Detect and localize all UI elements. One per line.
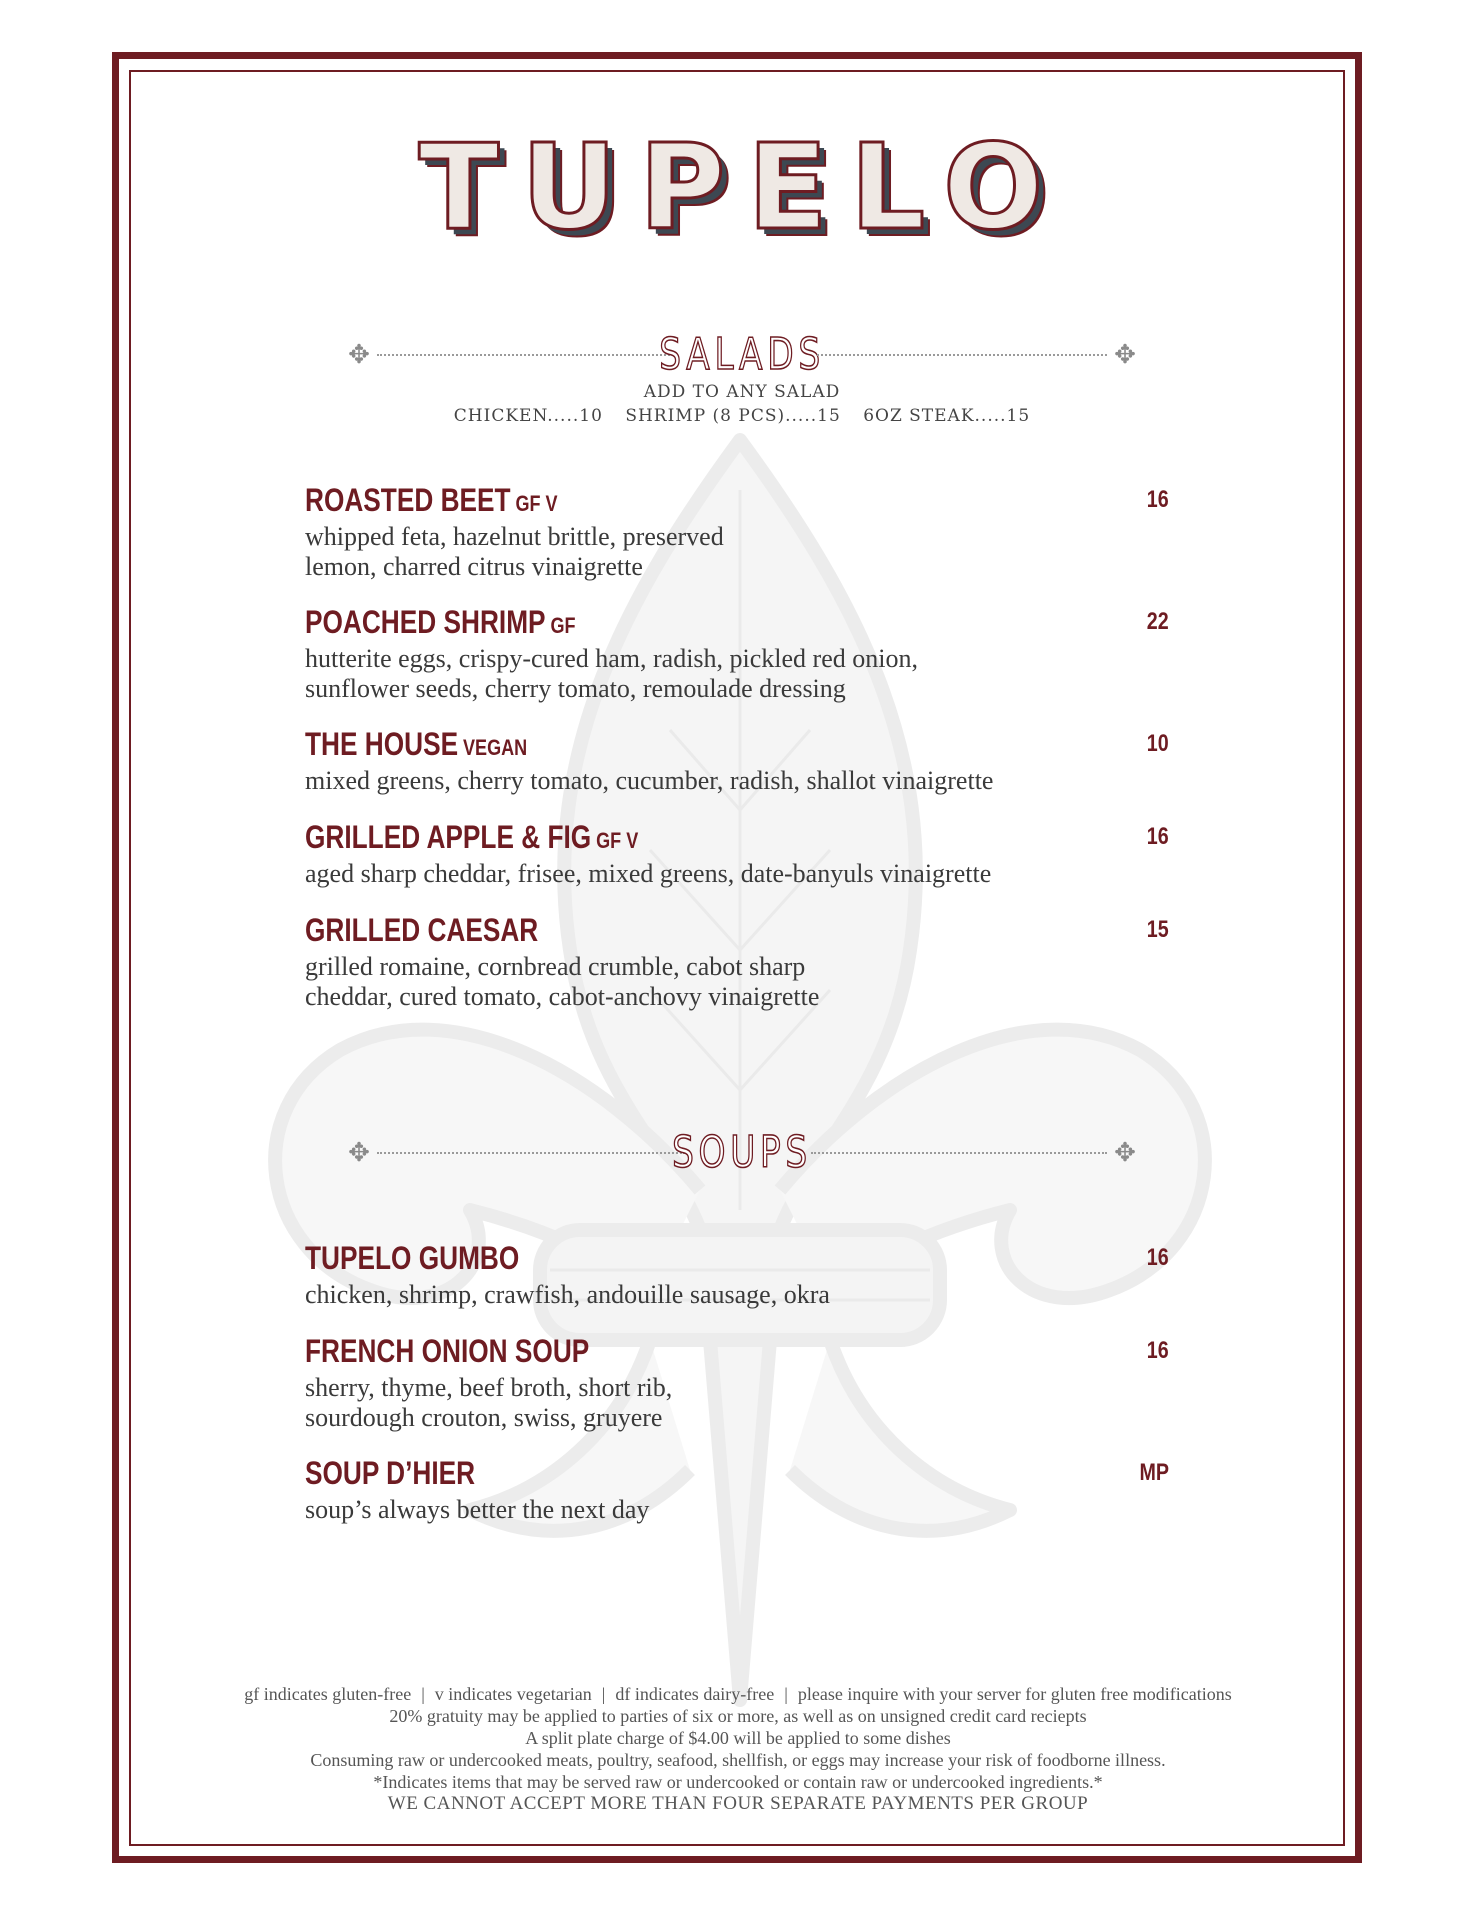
item-price: 22 [1147,608,1169,635]
menu-item [305,604,1175,704]
legend-gf: gf indicates gluten-free [244,1684,412,1704]
section-title-soups: SOUPS [672,1127,812,1178]
item-description: grilled romaine, cornbread crumble, cabot sharp cheddar, cured tomato, cabot-anchovy vinaigrette [305,952,820,1011]
item-description: soup’s always better the next day [305,1495,650,1524]
raw-items-note: *Indicates items that may be served raw or undercooked or contain raw or undercooked ingredients.* [373,1772,1103,1792]
menu-item [305,819,1175,889]
section-title-salads: SALADS [659,329,825,380]
item-description: mixed greens, cherry tomato, cucumber, radish, shallot vinaigrette [305,766,994,795]
dotted-rule-right [811,1152,1107,1154]
item-name: POACHED SHRIMP GF [305,604,576,640]
addon-steak: 6OZ STEAK.....15 [863,406,1031,426]
legend-gf-note: please inquire with your server for gluten free modifications [797,1684,1232,1704]
fleur-ornament-icon: ✥ [348,340,370,370]
item-description: whipped feta, hazelnut brittle, preserved lemon, charred citrus vinaigrette [305,522,724,581]
diet-tag: GF V [596,828,639,853]
fleur-ornament-icon: ✥ [1114,1138,1136,1168]
item-description: chicken, shrimp, crawfish, andouille sausage, okra [305,1280,830,1309]
item-price: 16 [1147,1337,1169,1364]
item-name: THE HOUSE VEGAN [305,726,528,762]
item-description: sherry, thyme, beef broth, short rib, sourdough crouton, swiss, gruyere [305,1373,673,1432]
addon-shrimp: SHRIMP (8 PCS).....15 [625,406,841,426]
payments-note: WE CANNOT ACCEPT MORE THAN FOUR SEPARATE PAYMENTS PER GROUP [387,1793,1089,1814]
menu-footer [130,1683,1346,1815]
menu-item [305,1240,1175,1310]
item-name: GRILLED CAESAR [305,912,539,948]
diet-legend: gf indicates gluten-free | v indicates vegetarian | df indicates dairy-free | please inquire with your server for gluten free modifications [244,1684,1232,1704]
addon-chicken: CHICKEN.....10 [453,406,603,426]
addons-list [0,406,1484,426]
addons-heading: ADD TO ANY SALAD [643,382,841,402]
item-price: 16 [1147,486,1169,513]
section-header-soups [345,1123,1139,1183]
diet-tag: GF [550,613,576,638]
menu-item [305,1333,1175,1433]
diet-tag: GF V [515,491,558,516]
item-price: 16 [1147,1244,1169,1271]
legend-df: df indicates dairy-free [615,1684,775,1704]
menu-item [305,726,1175,796]
salad-addons [0,382,1484,426]
item-name: SOUP D’HIER [305,1455,476,1491]
item-description: hutterite eggs, crispy-cured ham, radish, pickled red onion, sunflower seeds, cherry tomato, remoulade dressing [305,644,918,703]
legend-v: v indicates vegetarian [434,1684,592,1704]
item-name: TUPELO GUMBO [305,1240,520,1276]
fleur-ornament-icon: ✥ [348,1138,370,1168]
menu-item [305,1455,1175,1525]
diet-tag: VEGAN [463,735,528,760]
item-price: MP [1139,1459,1169,1486]
item-name: GRILLED APPLE & FIG GF V [305,819,639,855]
item-name: ROASTED BEET GF V [305,482,558,518]
menu-item [305,912,1175,1012]
section-header-salads [345,325,1139,385]
gratuity-note: 20% gratuity may be applied to parties of six or more, as well as on unsigned credit card reciepts [389,1706,1087,1726]
consumption-warning: Consuming raw or undercooked meats, poultry, seafood, shellfish, or eggs may increase your risk of foodborne illness. [310,1750,1166,1770]
split-plate-note: A split plate charge of $4.00 will be applied to some dishes [525,1728,951,1748]
item-price: 15 [1147,916,1169,943]
fleur-ornament-icon: ✥ [1114,340,1136,370]
item-name: FRENCH ONION SOUP [305,1333,590,1369]
item-description: aged sharp cheddar, frisee, mixed greens, date-banyuls vinaigrette [305,859,992,888]
dotted-rule-right [817,354,1107,356]
item-price: 10 [1147,730,1169,757]
logo-text: TUPELO [418,118,1066,256]
menu-item [305,482,1175,582]
item-price: 16 [1147,823,1169,850]
restaurant-logo [0,118,1484,256]
